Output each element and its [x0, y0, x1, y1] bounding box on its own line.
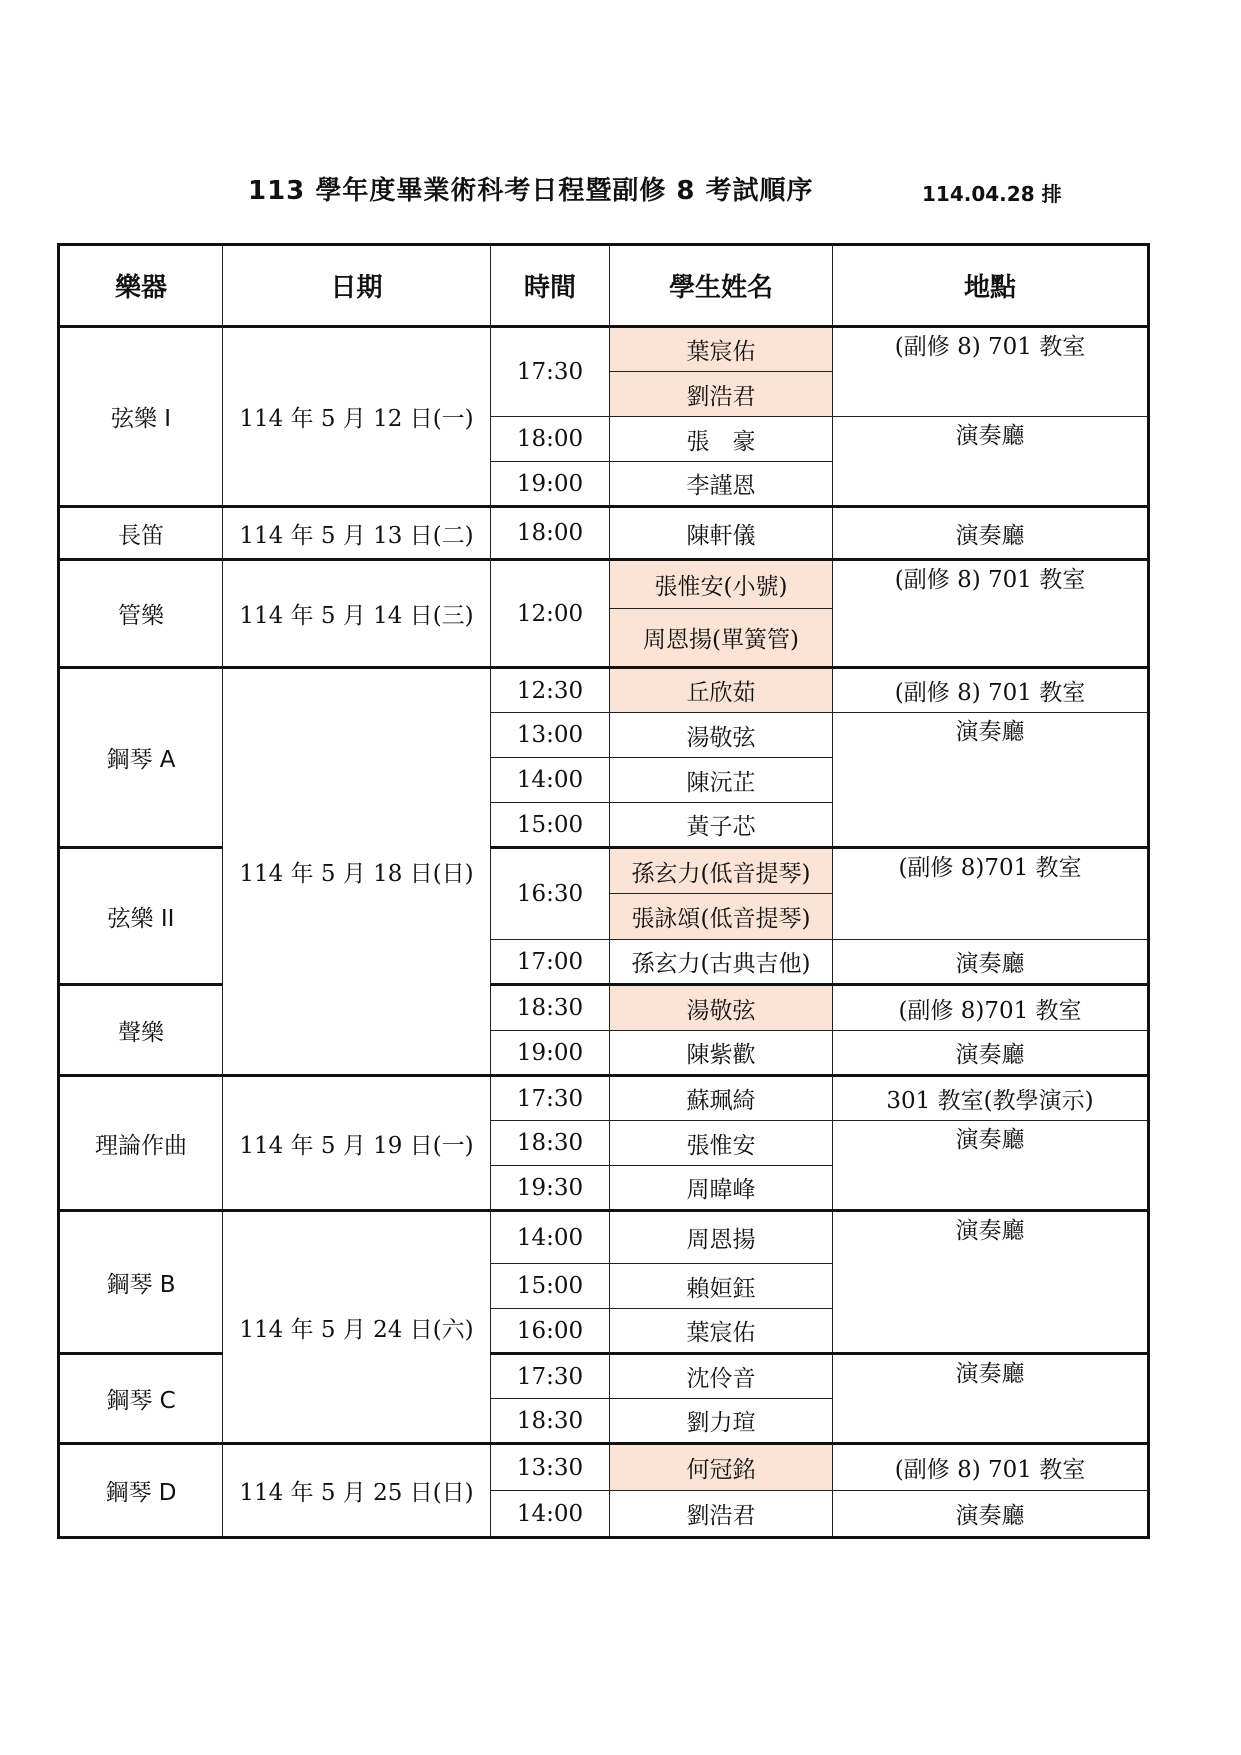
date-cell: 114 年 5 月 24 日(六): [223, 1211, 491, 1444]
time-cell: 14:00: [491, 1491, 610, 1538]
header-instrument: 樂器: [59, 245, 223, 327]
page-title: 113 學年度畢業術科考日程暨副修 8 考試順序: [248, 176, 814, 206]
location-cell: 演奏廳: [833, 1031, 1149, 1076]
time-cell: 16:30: [491, 848, 610, 940]
instrument-cell: 長笛: [59, 507, 223, 560]
header-student: 學生姓名: [610, 245, 833, 327]
table-row: [59, 507, 1149, 560]
student-cell: 黃子芯: [610, 803, 833, 848]
location-cell: 演奏廳: [833, 713, 1149, 848]
time-cell: 18:00: [491, 417, 610, 462]
student-cell: 劉力瑄: [610, 1399, 833, 1444]
revision-date: 114.04.28 排: [922, 182, 1062, 206]
student-cell: 蘇珮綺: [610, 1076, 833, 1121]
instrument-cell: 鋼琴 C: [59, 1354, 223, 1444]
student-cell: 張惟安(小號): [610, 560, 833, 609]
table-row: [59, 560, 1149, 609]
instrument-cell: 鋼琴 D: [59, 1444, 223, 1538]
student-cell: 孫玄力(低音提琴): [610, 848, 833, 894]
student-cell: 張 豪: [610, 417, 833, 462]
time-cell: 18:30: [491, 1399, 610, 1444]
time-cell: 13:30: [491, 1444, 610, 1491]
student-cell: 孫玄力(古典吉他): [610, 940, 833, 985]
student-cell: 賴姮鈺: [610, 1264, 833, 1309]
time-cell: 13:00: [491, 713, 610, 758]
location-cell: (副修 8)701 教室: [833, 848, 1149, 940]
student-cell: 湯敬弦: [610, 985, 833, 1031]
instrument-cell: 鋼琴 A: [59, 668, 223, 848]
table-row: [59, 1076, 1149, 1121]
student-cell: 周暐峰: [610, 1166, 833, 1211]
student-cell: 何冠銘: [610, 1444, 833, 1491]
location-cell: 演奏廳: [833, 1354, 1149, 1444]
time-cell: 16:00: [491, 1309, 610, 1354]
table-row: [59, 1444, 1149, 1491]
student-cell: 劉浩君: [610, 372, 833, 417]
student-cell: 湯敬弦: [610, 713, 833, 758]
student-cell: 張詠頌(低音提琴): [610, 894, 833, 940]
location-cell: 演奏廳: [833, 1491, 1149, 1538]
instrument-cell: 聲樂: [59, 985, 223, 1076]
table-row: [59, 1354, 1149, 1399]
time-cell: 17:30: [491, 1076, 610, 1121]
instrument-cell: 鋼琴 B: [59, 1211, 223, 1354]
schedule-table: [57, 243, 1150, 1539]
time-cell: 17:00: [491, 940, 610, 985]
table-row: [59, 668, 1149, 713]
time-cell: 12:30: [491, 668, 610, 713]
date-cell: 114 年 5 月 14 日(三): [223, 560, 491, 668]
time-cell: 19:00: [491, 462, 610, 507]
location-cell: (副修 8) 701 教室: [833, 327, 1149, 417]
location-cell: 演奏廳: [833, 1121, 1149, 1211]
student-cell: 李謹恩: [610, 462, 833, 507]
time-cell: 19:00: [491, 1031, 610, 1076]
student-cell: 張惟安: [610, 1121, 833, 1166]
time-cell: 18:30: [491, 985, 610, 1031]
student-cell: 陳沅芷: [610, 758, 833, 803]
time-cell: 15:00: [491, 1264, 610, 1309]
student-cell: 劉浩君: [610, 1491, 833, 1538]
instrument-cell: 管樂: [59, 560, 223, 668]
date-cell: 114 年 5 月 12 日(一): [223, 327, 491, 507]
location-cell: 演奏廳: [833, 507, 1149, 560]
table-row: [59, 1211, 1149, 1264]
table-row: [59, 848, 1149, 894]
header-location: 地點: [833, 245, 1149, 327]
table-row: [59, 327, 1149, 372]
time-cell: 15:00: [491, 803, 610, 848]
location-cell: (副修 8) 701 教室: [833, 560, 1149, 668]
student-cell: 葉宸佑: [610, 1309, 833, 1354]
header-row: [59, 245, 1149, 327]
location-cell: 演奏廳: [833, 1211, 1149, 1354]
location-cell: (副修 8) 701 教室: [833, 1444, 1149, 1491]
time-cell: 14:00: [491, 758, 610, 803]
student-cell: 周恩揚(單簧管): [610, 609, 833, 668]
table-row: [59, 985, 1149, 1031]
location-cell: 演奏廳: [833, 417, 1149, 507]
instrument-cell: 弦樂 II: [59, 848, 223, 985]
instrument-cell: 弦樂 I: [59, 327, 223, 507]
student-cell: 陳紫歡: [610, 1031, 833, 1076]
time-cell: 12:00: [491, 560, 610, 668]
date-cell: 114 年 5 月 19 日(一): [223, 1076, 491, 1211]
time-cell: 14:00: [491, 1211, 610, 1264]
date-cell: 114 年 5 月 25 日(日): [223, 1444, 491, 1538]
student-cell: 葉宸佑: [610, 327, 833, 372]
time-cell: 18:30: [491, 1121, 610, 1166]
location-cell: (副修 8)701 教室: [833, 985, 1149, 1031]
time-cell: 17:30: [491, 1354, 610, 1399]
location-cell: (副修 8) 701 教室: [833, 668, 1149, 713]
time-cell: 18:00: [491, 507, 610, 560]
date-cell: 114 年 5 月 13 日(二): [223, 507, 491, 560]
date-cell: 114 年 5 月 18 日(日): [223, 668, 491, 1076]
location-cell: 301 教室(教學演示): [833, 1076, 1149, 1121]
header-time: 時間: [491, 245, 610, 327]
time-cell: 17:30: [491, 327, 610, 417]
header-date: 日期: [223, 245, 491, 327]
student-cell: 丘欣茹: [610, 668, 833, 713]
student-cell: 沈伶音: [610, 1354, 833, 1399]
student-cell: 周恩揚: [610, 1211, 833, 1264]
time-cell: 19:30: [491, 1166, 610, 1211]
location-cell: 演奏廳: [833, 940, 1149, 985]
student-cell: 陳軒儀: [610, 507, 833, 560]
instrument-cell: 理論作曲: [59, 1076, 223, 1211]
